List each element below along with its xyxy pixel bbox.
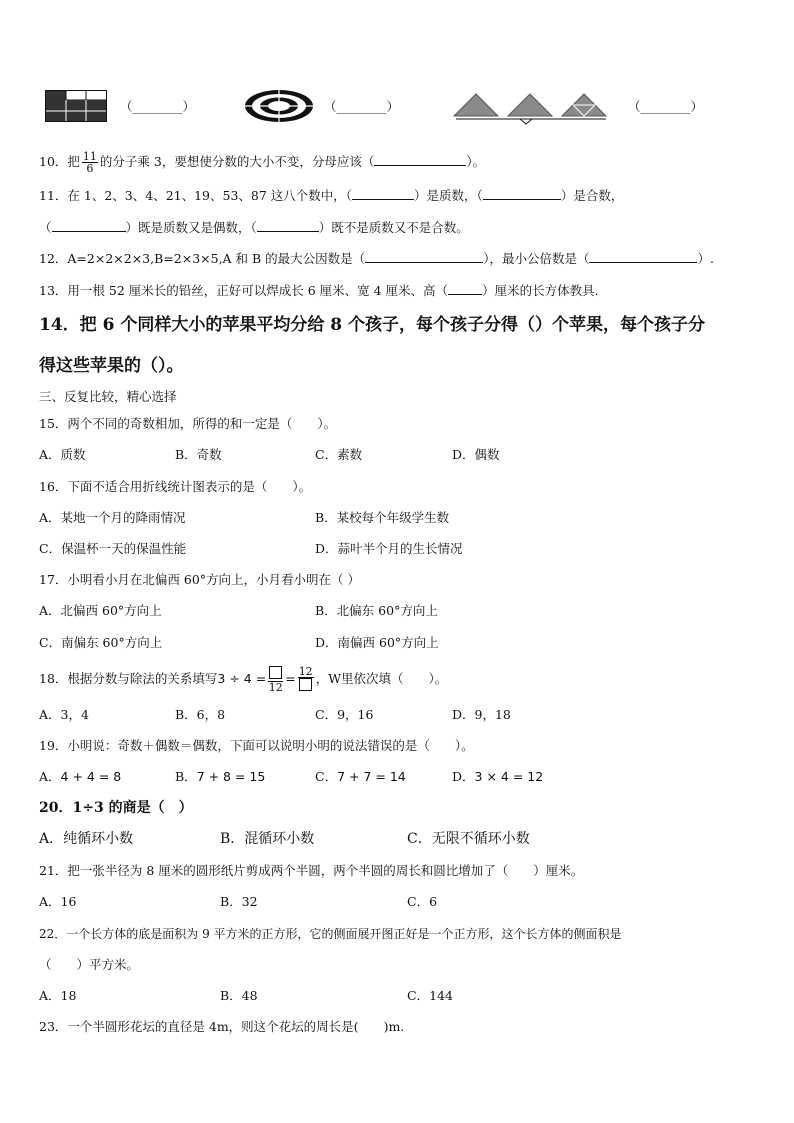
- figure-blank-1: （________）: [120, 99, 196, 114]
- q10-frac-num: 11: [82, 150, 97, 163]
- q18-option-a[interactable]: A．3，4: [39, 707, 89, 722]
- q12-text-b: ），最小公倍数是（: [483, 251, 590, 266]
- q22-option-b[interactable]: B．48: [220, 988, 258, 1003]
- q12-blank-lcm[interactable]: [589, 250, 697, 263]
- q11-text-a: 11．在 1、2、3、4、21、19、53、87 这八个数中，（: [39, 188, 353, 203]
- question-21: 21．把一张半径为 8 厘米的圆形纸片剪成两个半圆，两个半圆的周长和圆比增加了（ ）厘米。: [39, 863, 584, 878]
- q16-option-a[interactable]: A．某地一个月的降雨情况: [39, 510, 186, 525]
- q10-pre: 10．把: [39, 154, 80, 169]
- triangles-figure: [452, 92, 612, 130]
- figure-blank-3: （________）: [628, 99, 704, 114]
- q21-option-b[interactable]: B．32: [220, 894, 258, 909]
- q18-frac2-num: 12: [298, 665, 313, 678]
- q19-option-b[interactable]: [175, 769, 265, 785]
- question-11-line-2: [39, 219, 469, 236]
- q17-option-a[interactable]: A．北偏西 60°方向上: [39, 603, 162, 618]
- q12-text-c: ）.: [697, 251, 714, 266]
- question-16: 16．下面不适合用折线统计图表示的是（ ）。: [39, 479, 312, 494]
- q19-label-b: B．: [175, 769, 197, 784]
- question-22-line-2: （ ）平方米。: [39, 957, 140, 972]
- q18-frac2-den: [298, 678, 314, 693]
- q19-expr-b: 7 + 8 = 15: [196, 769, 266, 784]
- q11-blank-prime-even[interactable]: [52, 219, 126, 232]
- q10-frac-den: 6: [86, 162, 94, 175]
- question-17: 17．小明看小月在北偏西 60°方向上，小月看小明在（ ）: [39, 572, 361, 587]
- q18-fraction-1: [268, 666, 283, 693]
- q18-frac1-num: [268, 666, 283, 682]
- q13-text-b: ）厘米的长方体教具.: [482, 283, 599, 298]
- q20-option-a[interactable]: A．纯循环小数: [39, 831, 134, 847]
- q11-blank-prime[interactable]: [352, 187, 414, 200]
- q19-option-d[interactable]: [452, 769, 543, 785]
- q20-option-b[interactable]: B．混循环小数: [220, 831, 315, 847]
- q11-text-e: ）既是质数又是偶数，（: [125, 220, 257, 235]
- q18-text-post: ，W里依次填（ ）。: [315, 671, 448, 686]
- q11-blank-composite[interactable]: [483, 187, 561, 200]
- q18-equals: =: [285, 671, 296, 686]
- q16-option-b[interactable]: B．某校每个年级学生数: [315, 510, 450, 525]
- question-13: [39, 282, 599, 299]
- q18-option-c[interactable]: C．9，16: [315, 707, 374, 722]
- question-19: 19．小明说：奇数＋偶数＝偶数，下面可以说明小明的说法错误的是（ ）。: [39, 738, 474, 753]
- q16-option-d[interactable]: D．蒜叶半个月的生长情况: [315, 541, 463, 556]
- figure-blank-2: （________）: [324, 99, 400, 114]
- q10-post: 的分子乘 3，要想使分数的大小不变，分母应该（: [99, 154, 375, 169]
- q20-option-c[interactable]: C．无限不循环小数: [407, 831, 530, 847]
- question-22-line-1: 22．一个长方体的底是面积为 9 平方米的正方形，它的侧面展开图正好是一个正方形，这个长方体的侧面积是: [39, 927, 622, 941]
- target-figure: [244, 89, 314, 127]
- q18-frac1-den: 12: [268, 681, 283, 694]
- question-10: [39, 151, 485, 174]
- q19-option-a[interactable]: [39, 769, 121, 785]
- q11-text-b: ）是质数，（: [414, 188, 483, 203]
- q18-option-d[interactable]: D．9，18: [452, 707, 511, 722]
- section-3-heading: 三、反复比较，精心选择: [39, 389, 177, 404]
- q19-label-a: A．: [39, 769, 61, 784]
- grid-figure: [45, 90, 107, 126]
- q15-option-b[interactable]: B．奇数: [175, 447, 222, 462]
- q18-text-pre: 18．根据分数与除法的关系填写: [39, 671, 218, 686]
- q18-expression: 3 ÷ 4 =: [217, 671, 267, 686]
- q12-text-a: 12．A=2×2×2×3,B=2×3×5,A 和 B 的最大公因数是（: [39, 251, 366, 266]
- question-14-line-1: 14．把 6 个同样大小的苹果平均分给 8 个孩子，每个孩子分得（）个苹果，每个孩子分: [39, 315, 705, 335]
- question-20: 20．1÷3 的商是（ ）: [39, 800, 193, 816]
- q16-option-c[interactable]: C．保温杯一天的保温性能: [39, 541, 187, 556]
- q18-box-1[interactable]: [269, 666, 282, 679]
- q10-answer-blank[interactable]: [374, 153, 466, 166]
- q17-option-c[interactable]: C．南偏东 60°方向上: [39, 635, 163, 650]
- q12-blank-gcd[interactable]: [365, 250, 483, 263]
- q13-blank-height[interactable]: [448, 282, 482, 295]
- q11-text-d: （: [39, 220, 52, 235]
- q22-option-a[interactable]: A．18: [39, 988, 77, 1003]
- q10-fraction: [82, 151, 98, 174]
- question-12: [39, 250, 714, 267]
- q17-option-d[interactable]: D．南偏西 60°方向上: [315, 635, 439, 650]
- q21-option-c[interactable]: C．6: [407, 894, 438, 909]
- q10-end: ）。: [466, 154, 486, 169]
- question-15: 15．两个不同的奇数相加，所得的和一定是（ ）。: [39, 416, 337, 431]
- q21-option-a[interactable]: A．16: [39, 894, 77, 909]
- question-14-line-2: 得这些苹果的（）。: [39, 356, 184, 376]
- q15-option-c[interactable]: C．素数: [315, 447, 363, 462]
- q18-fraction-2: [298, 666, 314, 693]
- q13-text-a: 13．用一根 52 厘米长的铅丝，正好可以焊成长 6 厘米、宽 4 厘米、高（: [39, 283, 449, 298]
- q15-option-a[interactable]: A．质数: [39, 447, 86, 462]
- q11-text-c: ）是合数，: [560, 188, 624, 203]
- question-23: 23．一个半圆形花坛的直径是 4m，则这个花坛的周长是( )m.: [39, 1019, 405, 1034]
- q19-expr-c: 7 + 7 = 14: [337, 769, 406, 784]
- question-11-line-1: [39, 187, 623, 204]
- q19-option-c[interactable]: [315, 769, 406, 785]
- q19-expr-a: 4 + 4 = 8: [60, 769, 122, 784]
- q17-option-b[interactable]: B．北偏东 60°方向上: [315, 603, 438, 618]
- q11-blank-neither[interactable]: [257, 219, 319, 232]
- q19-label-d: D．: [452, 769, 475, 784]
- q22-option-c[interactable]: C．144: [407, 988, 453, 1003]
- q15-option-d[interactable]: D．偶数: [452, 447, 500, 462]
- q18-option-b[interactable]: B．6，8: [175, 707, 226, 722]
- q19-expr-d: 3 × 4 = 12: [474, 769, 544, 784]
- q19-label-c: C．: [315, 769, 338, 784]
- q18-box-2[interactable]: [299, 678, 312, 691]
- q11-text-f: ）既不是质数又不是合数。: [318, 220, 469, 235]
- question-18: [39, 662, 447, 696]
